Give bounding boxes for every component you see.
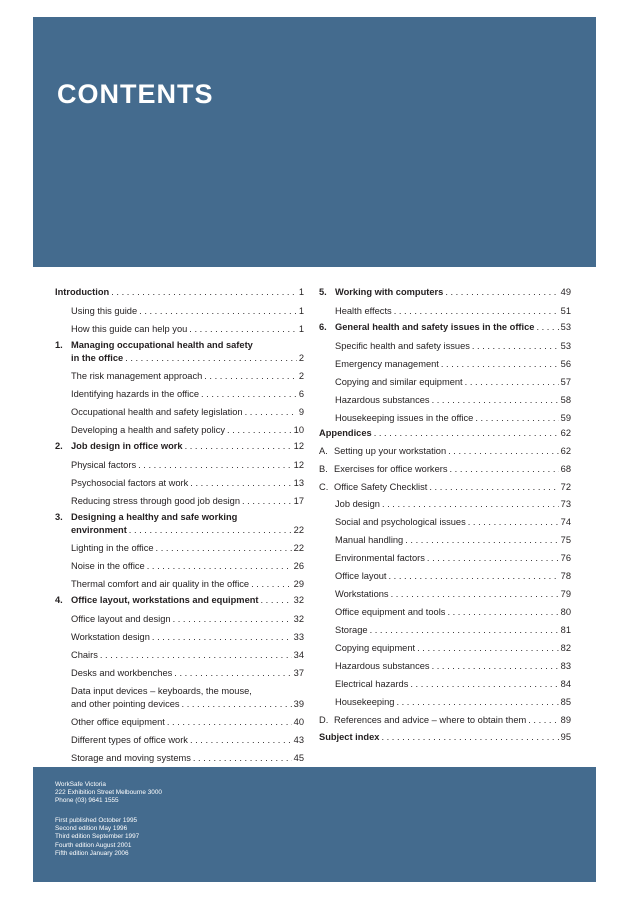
entry-title: Lighting in the office [71,543,154,553]
edition-line: Third edition September 1997 [55,833,140,841]
page-number: 32 [293,614,304,624]
page-number: 74 [560,517,571,527]
entry-title: Social and psychological issues [335,517,466,527]
dot-leader [475,413,558,424]
page-number: 82 [560,643,571,653]
page-number: 80 [560,607,571,617]
entry-title: Appendices [319,428,372,438]
page-number: 72 [560,482,571,492]
page-title: CONTENTS [57,79,214,109]
toc-entry[interactable] [319,643,571,654]
entry-title: Physical factors [71,460,137,470]
page-number: 2 [298,353,304,363]
entry-title: Developing a health and safety policy [71,425,226,435]
page-number: 53 [560,341,571,351]
section-number: 3. [55,512,63,522]
page-number: 1 [298,287,304,297]
publisher-phone: Phone (03) 9641 1555 [55,797,119,805]
dot-leader [189,324,297,335]
page-number: 76 [560,553,571,563]
toc-entry[interactable] [319,625,571,636]
toc-entry[interactable] [319,359,571,370]
toc-entry[interactable] [319,679,571,690]
page-number: 89 [560,715,571,725]
entry-title: Psychosocial factors at work [71,478,189,488]
toc-entry[interactable] [319,517,571,528]
entry-title: Office layout [335,571,387,581]
entry-title: Environmental factors [335,553,425,563]
entry-title: Hazardous substances [335,661,430,671]
dot-leader [173,614,292,625]
entry-title: environment [71,525,127,535]
entry-title: Housekeeping [335,697,395,707]
toc-entry[interactable] [319,482,571,493]
entry-title: Emergency management [335,359,439,369]
section-number: D. [319,715,329,725]
toc-entry[interactable] [319,322,571,333]
toc-entry[interactable] [55,389,304,400]
dot-leader [447,607,558,618]
footer-panel [33,767,596,882]
entry-title-line1: Designing a healthy and safe working [71,512,238,522]
dot-leader [396,697,558,708]
entry-title: General health and safety issues in the office [335,322,535,332]
toc-entry[interactable] [319,377,571,388]
entry-title: Hazardous substances [335,395,430,405]
toc-entry[interactable] [55,287,304,298]
toc-entry[interactable] [55,425,304,436]
dot-leader [193,753,292,764]
page-number: 79 [560,589,571,599]
entry-title: Copying and similar equipment [335,377,463,387]
toc-entry[interactable] [319,499,571,510]
entry-title: Other office equipment [71,717,165,727]
toc-entry[interactable] [55,686,304,710]
page-number: 10 [293,425,304,435]
page-number: 43 [293,735,304,745]
page-number: 58 [560,395,571,405]
toc-entry[interactable] [55,579,304,590]
dot-leader [391,589,559,600]
entry-title: Health effects [335,306,392,316]
page-number: 75 [560,535,571,545]
dot-leader [429,482,558,493]
dot-leader [468,517,559,528]
entry-title: Electrical hazards [335,679,409,689]
dot-leader [261,595,292,606]
entry-title: and other pointing devices [71,699,180,709]
entry-title: Specific health and safety issues [335,341,470,351]
toc-entry[interactable] [55,441,304,452]
entry-title: Storage and moving systems [71,753,191,763]
dot-leader [381,732,558,743]
page-number: 78 [560,571,571,581]
dot-leader [245,407,297,418]
dot-leader [427,553,559,564]
toc-entry[interactable] [55,595,304,606]
toc-entry[interactable] [55,668,304,679]
entry-title: Using this guide [71,306,138,316]
entry-title: Exercises for office workers [334,464,448,474]
dot-leader [167,717,292,728]
dot-leader [139,306,297,317]
toc-entry[interactable] [319,446,571,457]
edition-line: Fourth edition August 2001 [55,841,132,849]
dot-leader [410,679,558,690]
entry-title: The risk management approach [71,371,203,381]
dot-leader [445,287,558,298]
page-number: 68 [560,464,571,474]
edition-line: Second edition May 1996 [55,825,128,833]
toc-entry[interactable] [319,413,571,424]
dot-leader [100,650,292,661]
section-number: A. [319,446,328,456]
entry-title: Occupational health and safety legislation [71,407,243,417]
dot-leader [125,353,297,364]
page-number: 73 [560,499,571,509]
page-number: 51 [560,306,571,316]
section-number: 1. [55,340,63,350]
page-number: 9 [298,407,304,417]
toc-entry[interactable] [55,561,304,572]
entry-title: Noise in the office [71,561,145,571]
page-number: 81 [560,625,571,635]
page-number: 56 [560,359,571,369]
toc-entry[interactable] [55,478,304,489]
page-number: 37 [293,668,304,678]
dot-leader [389,571,559,582]
page-number: 1 [298,324,304,334]
entry-title: Manual handling [335,535,404,545]
dot-leader [536,322,558,333]
dot-leader [201,389,297,400]
dot-leader [185,441,292,452]
entry-title: Different types of office work [71,735,188,745]
edition-line: Fifth edition January 2006 [55,849,129,857]
page-number: 62 [560,428,571,438]
dot-leader [441,359,559,370]
entry-title: Subject index [319,732,380,742]
entry-title: Introduction [55,287,110,297]
toc-entry[interactable] [319,428,571,439]
page-number: 39 [293,699,304,709]
dot-leader [374,428,559,439]
dot-leader [227,425,292,436]
entry-title: Identifying hazards in the office [71,389,200,399]
entry-title: Chairs [71,650,98,660]
page-number: 1 [298,306,304,316]
toc-entry[interactable] [319,287,571,298]
dot-leader [190,478,291,489]
toc-entry[interactable] [55,753,304,764]
page-number: 83 [560,661,571,671]
header-panel [33,17,596,267]
publisher-street: 222 Exhibition Street Melbourne 3000 [55,789,162,797]
dot-leader [448,446,559,457]
toc-entry[interactable] [319,589,571,600]
page-number: 84 [560,679,571,689]
toc-entry[interactable] [319,607,571,618]
entry-title: Office Safety Checklist [334,482,428,492]
toc-entry[interactable] [319,395,571,406]
toc-entry[interactable] [55,371,304,382]
entry-title: Setting up your workstation [334,446,447,456]
entry-title: Workstation design [71,632,150,642]
entry-title: Desks and workbenches [71,668,173,678]
toc-entry[interactable] [55,735,304,746]
publisher-name: WorkSafe Victoria [55,781,106,788]
dot-leader [405,535,558,546]
entry-title-line1: Data input devices – keyboards, the mouse, [71,686,252,696]
page-number: 6 [298,389,304,399]
toc-entry[interactable] [55,614,304,625]
page-number: 22 [293,543,304,553]
section-number: B. [319,464,328,474]
section-number: 4. [55,595,63,605]
dot-leader [394,306,559,317]
entry-title: Office layout and design [71,614,171,624]
toc-entry[interactable] [319,661,571,672]
page-number: 22 [293,525,304,535]
page-number: 40 [293,717,304,727]
entry-title: Thermal comfort and air quality in the office [71,579,250,589]
dot-leader [417,643,559,654]
section-number: 6. [319,322,327,332]
toc-entry[interactable] [319,464,571,475]
page-number: 59 [560,413,571,423]
dot-leader [147,561,292,572]
publisher-address [55,781,162,806]
dot-leader [465,377,559,388]
page-number: 57 [560,377,571,387]
entry-title: Job design in office work [71,441,183,451]
entry-title: Reducing stress through good job design [71,496,241,506]
dot-leader [432,395,559,406]
dot-leader [111,287,297,298]
entry-title: Working with computers [335,287,444,297]
entry-title: Office layout, workstations and equipment [71,595,259,605]
page-number: 32 [293,595,304,605]
section-number: 5. [319,287,327,297]
toc-entry[interactable] [319,697,571,708]
toc-entry[interactable] [55,496,304,507]
page-number: 12 [293,460,304,470]
page-number: 62 [560,446,571,456]
page-number: 45 [293,753,304,763]
page-number: 17 [293,496,304,506]
page-number: 2 [298,371,304,381]
toc-entry[interactable] [55,650,304,661]
toc-entry[interactable] [55,306,304,317]
toc-entry[interactable] [55,324,304,335]
dot-leader [432,661,559,672]
toc-entry[interactable] [55,632,304,643]
section-number: C. [319,482,329,492]
page-number: 33 [293,632,304,642]
dot-leader [156,543,292,554]
section-number: 2. [55,441,63,451]
entry-title: Workstations [335,589,389,599]
toc-entry[interactable] [319,571,571,582]
dot-leader [204,371,297,382]
page-number: 29 [293,579,304,589]
page-number: 53 [560,322,571,332]
toc-entry[interactable] [319,732,571,743]
dot-leader [528,715,558,726]
entry-title: in the office [71,353,124,363]
toc-entry[interactable] [319,306,571,317]
page-number: 34 [293,650,304,660]
edition-history [55,817,139,858]
entry-title: Job design [335,499,380,509]
entry-title: Office equipment and tools [335,607,446,617]
dot-leader [182,699,292,710]
entry-title: Storage [335,625,368,635]
toc-entry[interactable] [319,535,571,546]
page-number: 95 [560,732,571,742]
dot-leader [450,464,559,475]
entry-title: References and advice – where to obtain them [334,715,527,725]
toc-entry[interactable] [55,340,304,364]
dot-leader [138,460,292,471]
toc-entry[interactable] [55,460,304,471]
toc-entry[interactable] [55,543,304,554]
toc-entry[interactable] [55,717,304,728]
dot-leader [370,625,559,636]
page-number: 26 [293,561,304,571]
dot-leader [152,632,292,643]
dot-leader [174,668,291,679]
page-number: 12 [293,441,304,451]
dot-leader [190,735,292,746]
dot-leader [472,341,559,352]
toc-entry[interactable] [55,407,304,418]
dot-leader [382,499,559,510]
entry-title: How this guide can help you [71,324,188,334]
toc-entry[interactable] [319,553,571,564]
toc-entry[interactable] [55,512,304,536]
edition-line: First published October 1995 [55,817,138,824]
entry-title-line1: Managing occupational health and safety [71,340,253,350]
entry-title: Housekeeping issues in the office [335,413,474,423]
page-number: 85 [560,697,571,707]
page-number: 13 [293,478,304,488]
dot-leader [251,579,292,590]
page-number: 49 [560,287,571,297]
dot-leader [129,525,292,536]
dot-leader [242,496,292,507]
entry-title: Copying equipment [335,643,416,653]
toc-entry[interactable] [319,715,571,726]
toc-entry[interactable] [319,341,571,352]
